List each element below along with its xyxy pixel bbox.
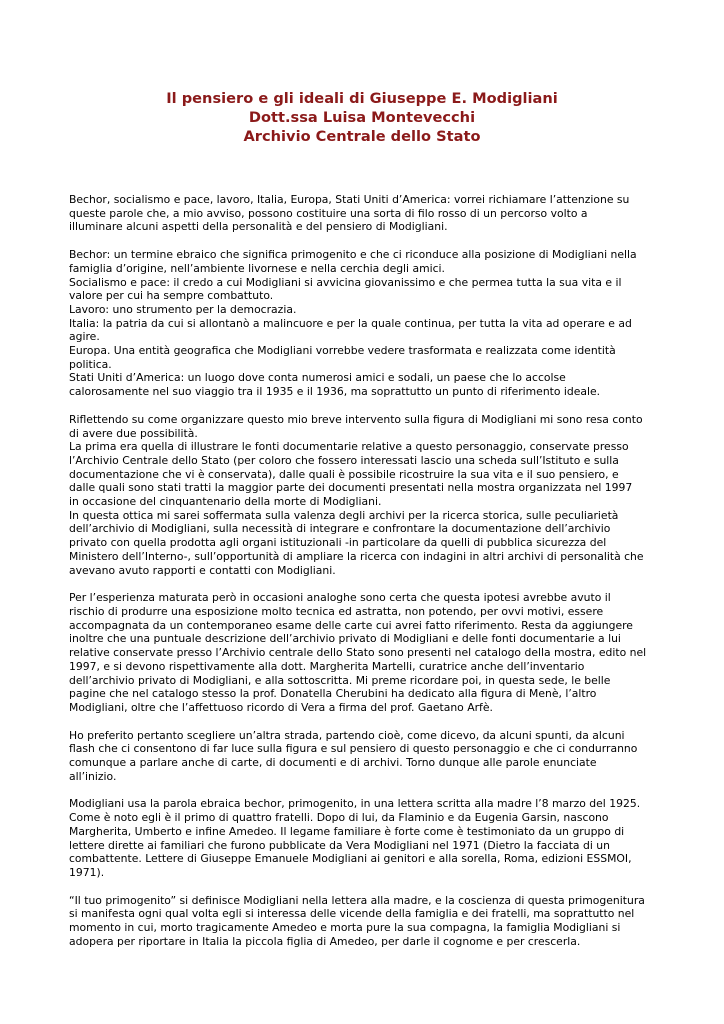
paragraph	[69, 248, 659, 399]
text-line: Socialismo e pace: il credo a cui Modigliani si avvicina giovanissimo e che permea tutta la sua vita e il	[69, 275, 622, 289]
text-line: famiglia d’origine, nell’ambiente livornese e nella cerchia degli amici.	[69, 261, 445, 275]
text-line: In questa ottica mi sarei soffermata sulla valenza degli archivi per la ricerca storica, sulle peculiarietà	[69, 508, 619, 522]
text-line: in occasione del cinquantenario della morte di Modigliani.	[69, 495, 382, 509]
text-line: Bechor, socialismo e pace, lavoro, Italia, Europa, Stati Uniti d’America: vorrei richiamare l’attenzione su	[69, 193, 630, 206]
text-line: combattente. Lettere di Giuseppe Emanuele Modigliani ai genitori e alla sorella, Roma, edizioni ESSMOI,	[69, 852, 632, 866]
text-line: Margherita, Umberto e infine Amedeo. Il legame familiare è forte come è testimoniato da un gruppo di	[69, 824, 625, 838]
text-line: dell’archivio privato di Modigliani, e alla sottoscritta. Mi preme ricordare poi, in questa sede, le belle	[69, 673, 611, 687]
text-line: La prima era quella di illustrare le fonti documentarie relative a questo personaggio, conservate presso	[69, 440, 629, 454]
text-line: Come è noto egli è il primo di quattro fratelli. Dopo di lui, da Flaminio e da Eugenia Garsin, nascono	[69, 811, 609, 825]
text-line: queste parole che, a mio avviso, possono costituire una sorta di filo rosso di un percorso volto a	[69, 206, 588, 220]
text-line: 1997, e si devono rispettivamente alla dott. Margherita Martelli, curatrice anche dell’inventario	[69, 659, 585, 673]
paragraph	[69, 729, 659, 784]
text-line: Modigliani, oltre che l’affettuoso ricordo di Vera a firma del prof. Gaetano Arfè.	[69, 700, 493, 714]
text-line: “Il tuo primogenito” si definisce Modigliani nella lettera alla madre, e la coscienza di questa primogenitura	[69, 893, 645, 907]
text-line: momento in cui, morto tragicamente Amedeo e morta pure la sua compagna, la famiglia Modigliani si	[69, 921, 621, 935]
text-line: avevano avuto rapporti e contatti con Modigliani.	[69, 563, 336, 577]
text-line: dell’archivio di Modigliani, sulla necessità di integrare e confrontare la documentazione dell’archivio	[69, 522, 611, 536]
text-line: politica.	[69, 357, 112, 371]
text-line: l’Archivio Centrale dello Stato (per coloro che fossero interessati lascio una scheda sull’Istituto e sulla	[69, 453, 619, 467]
text-line: privato con quella prodotta agli organi istituzionali -in particolare da quelli di pubblica sicurezza del	[69, 536, 607, 550]
text-line: valore per cui ha sempre combattuto.	[69, 289, 274, 303]
text-line: relative conservate presso l’Archivio centrale dello Stato sono presenti nel catalogo della mostra, edito nel	[69, 646, 647, 660]
text-line: illuminare alcuni aspetti della personalità e del pensiero di Modigliani.	[69, 220, 448, 234]
paragraph	[69, 413, 659, 577]
paragraph	[69, 797, 659, 879]
paragraph	[69, 193, 659, 234]
title-line-author: Dott.ssa Luisa Montevecchi	[248, 109, 476, 126]
text-line: Europa. Una entità geografica che Modigliani vorrebbe vedere trasformata e realizzata come identità	[69, 344, 616, 358]
text-line: dalle quali sono stati tratti la maggior parte dei documenti presentati nella mostra organizzata nel 1997	[69, 481, 633, 495]
title-line-institution: Archivio Centrale dello Stato	[243, 128, 481, 145]
text-line: Riflettendo su come organizzare questo mio breve intervento sulla figura di Modigliani mi sono resa conto	[69, 412, 643, 426]
title-line-main: Il pensiero e gli ideali di Giuseppe E. Modigliani	[166, 90, 558, 107]
document-body	[69, 193, 659, 948]
text-line: di avere due possibilità.	[69, 426, 198, 440]
text-line: Lavoro: uno strumento per la democrazia.	[69, 302, 297, 316]
paragraph	[69, 591, 659, 714]
text-line: Modigliani usa la parola ebraica bechor, primogenito, in una lettera scritta alla madre l’8 marzo del 1925.	[69, 797, 641, 811]
text-line: adopera per riportare in Italia la piccola figlia di Amedeo, per darle il cognome e per crescerla.	[69, 934, 581, 948]
text-line: Italia: la patria da cui si allontanò a malincuore e per la quale continua, per tutta la vita ad operare e ad	[69, 316, 632, 330]
text-line: Ho preferito pertanto scegliere un’altra strada, partendo cioè, come dicevo, da alcuni spunti, da alcuni	[69, 728, 625, 742]
text-line: comunque a parlare anche di carte, di documenti e di archivi. Torno dunque alle parole enunciate	[69, 756, 597, 770]
text-line: all’inizio.	[69, 769, 117, 783]
text-line: flash che ci consentono di far luce sulla figura e sul pensiero di questo personaggio e che ci condurranno	[69, 742, 638, 756]
page-title	[0, 89, 724, 146]
text-line: documentazione che vi è conservata), dalle quali è possibile ricostruire la sua vita e il suo pensiero, e	[69, 467, 619, 481]
text-line: Stati Uniti d’America: un luogo dove conta numerosi amici e sodali, un paese che lo accolse	[69, 371, 566, 385]
text-line: rischio di produrre una esposizione molto tecnica ed astratta, non potendo, per ovvi motivi, essere	[69, 604, 604, 618]
text-line: pagine che nel catalogo stesso la prof. Donatella Cherubini ha dedicato alla figura di Menè, l’altro	[69, 687, 597, 701]
text-line: Bechor: un termine ebraico che significa primogenito e che ci riconduce alla posizione di Modigliani nella	[69, 248, 637, 262]
text-line: Per l’esperienza maturata però in occasioni analoghe sono certa che questa ipotesi avrebbe avuto il	[69, 591, 611, 605]
text-line: agire.	[69, 330, 100, 344]
text-line: inoltre che una puntuale descrizione dell’archivio privato di Modigliani e delle fonti documentarie a lui	[69, 632, 621, 646]
text-line: Ministero dell’Interno-, sull’opportunità di ampliare la ricerca con indagini in altri archivi di personalità che	[69, 549, 644, 563]
paragraph	[69, 894, 659, 949]
text-line: si manifesta ogni qual volta egli si interessa delle vicende della famiglia e dei fratelli, ma soprattutto nel	[69, 907, 635, 921]
text-line: calorosamente nel suo viaggio tra il 1935 e il 1936, ma soprattutto un punto di riferimento ideale.	[69, 385, 601, 399]
text-line: accompagnata da un contemporaneo esame delle carte cui avrei fatto riferimento. Resta da aggiungere	[69, 618, 633, 632]
text-line: lettere dirette ai familiari che furono pubblicate da Vera Modigliani nel 1971 (Dietro la facciata di un	[69, 838, 610, 852]
text-line: 1971).	[69, 865, 105, 879]
